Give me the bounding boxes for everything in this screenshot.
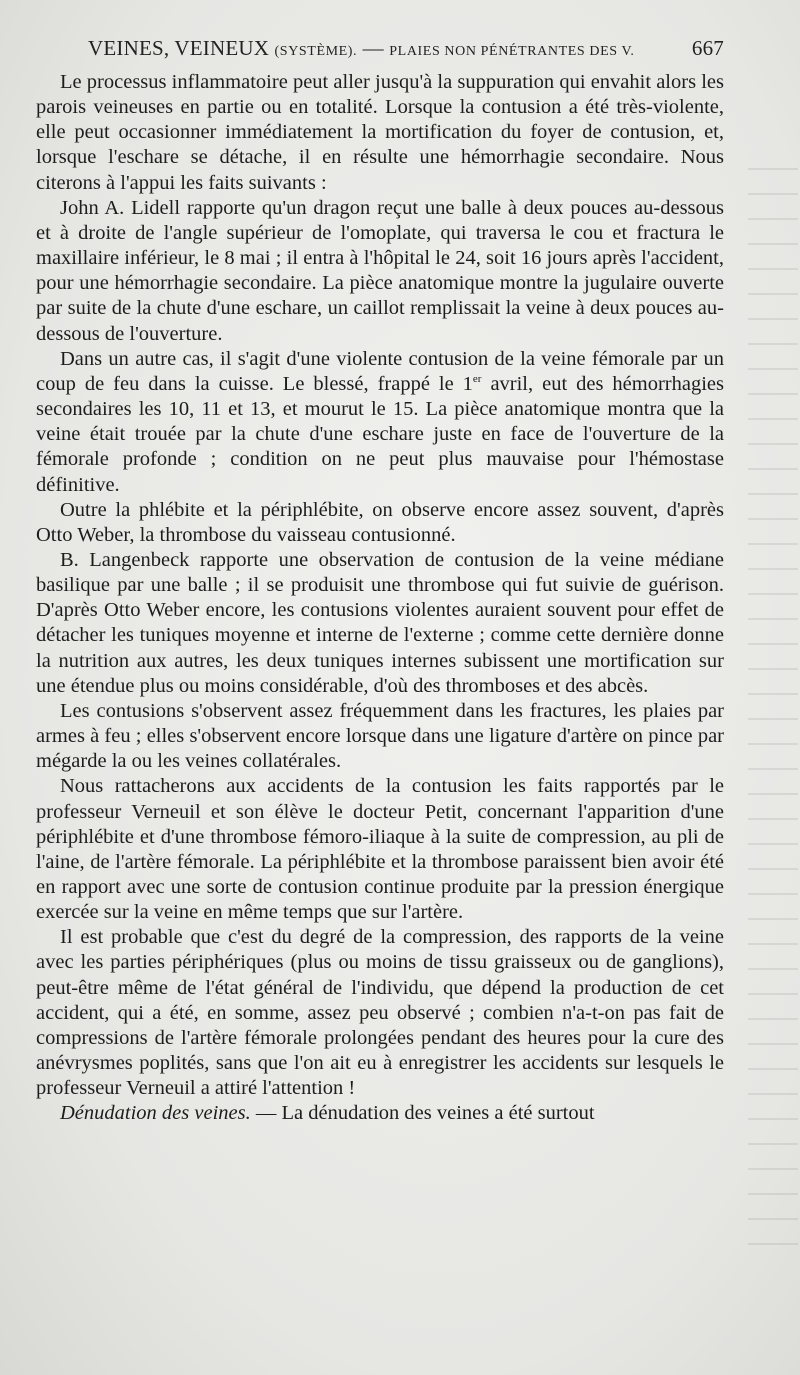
ordinal-superscript: er [472,373,482,386]
header-section: PLAIES NON PÉNÉTRANTES DES V. [389,44,635,59]
paragraph-9 [36,1101,724,1126]
running-title [88,36,634,61]
section-text: La dénudation des veines a été surtout [281,1102,595,1125]
paragraph-3 [36,347,724,498]
header-system: (SYSTÈME). [274,44,358,59]
section-dash: — [255,1102,277,1125]
section-heading: Dénudation des veines. [60,1102,251,1125]
p3-before: Dans un autre cas, il s'agit d'une violente contusion de la veine fémorale par un coup de feu dans la cuisse. Le blessé, frappé le 1 [36,347,724,395]
text-body [36,70,724,1127]
paragraph-8: Il est probable que c'est du degré de la compression, des rapports de la veine avec les parties périphériques (plus ou moins de tissu graisseux ou de ganglions), peut-être même de l'état général de l'individu, que dépend la production de cet accident, qui a été, en somme, assez peu observé ; combien n'a-t-on pas fait de compressions de l'artère fémorale prolongées pendant des heures pour la cure des anévrysmes poplités, sans que l'on ait eu à enregistrer les accidents sur lesquels le professeur Verneuil a attiré l'attention ! [36,926,724,1100]
show-through-shadow [748,150,798,1250]
paragraph-1: Le processus inflammatoire peut aller jusqu'à la suppuration qui envahit alors les parois veineuses en partie ou en totalité. Lorsque la contusion a été très-violente, elle peut occasionner immédiatement la mortification du foyer de contusion, et, lorsque l'eschare se détache, il en résulte une hémorrhagie secondaire. Nous citerons à l'appui les faits suivants : [36,71,724,194]
paragraph-4: Outre la phlébite et la périphlébite, on observe encore assez souvent, d'après Otto Weber, la thrombose du vaisseau contusionné. [36,498,724,546]
header-dash: — [362,36,384,60]
running-head [88,36,724,68]
paragraph-5: B. Langenbeck rapporte une observation de contusion de la veine médiane basilique par une balle ; il se produisit une thrombose qui fut suivie de guérison. D'après Otto Weber encore, les contusions violentes auraient souvent pour effet de détacher les tuniques moyenne et interne de l'externe ; comme cette dernière donne la nutrition aux autres, les deux tuniques internes subissent une mortification sur une étendue plus ou moins considérable, d'où des thromboses et des abcès. [36,548,724,697]
paragraph-7: Nous rattacherons aux accidents de la contusion les faits rapportés par le professeur Verneuil et son élève le docteur Petit, concernant l'apparition d'une périphlébite et d'une thrombose fémoro-iliaque à la suite de compression, au pli de l'aine, de l'artère fémorale. La périphlébite et la thrombose paraissent bien avoir été en rapport avec une sorte de contusion continue produite par la pression énergique exercée sur la veine en même temps que sur l'artère. [36,775,724,924]
paragraph-2: John A. Lidell rapporte qu'un dragon reçut une balle à deux pouces au-dessous et à droite de l'angle supérieur de l'omoplate, qui traversa le cou et fractura le maxillaire inférieur, le 8 mai ; il entra à l'hôpital le 24, soit 16 jours après l'accident, pour une hémorrhagie secondaire. La pièce anatomique montre la jugulaire ouverte par suite de la chute d'une eschare, un caillot remplissait la veine à deux pouces au-dessous de l'ouverture. [36,196,724,345]
page-number: 667 [691,36,724,60]
header-title: VEINES, VEINEUX [88,36,270,60]
p3-after: avril, eut des hémorrhagies secondaires les 10, 11 et 13, et mourut le 15. La pièce anatomique montra que la veine était trouée par la chute d'une eschare juste en face de l'ouverture de la fémorale profonde ; condition on ne peut plus mauvaise pour l'hémostase définitive. [36,372,724,496]
paragraph-6: Les contusions s'observent assez fréquemment dans les fractures, les plaies par armes à feu ; elles s'observent encore lorsque dans une ligature d'artère on pince par mégarde la ou les veines collatérales. [36,699,724,773]
